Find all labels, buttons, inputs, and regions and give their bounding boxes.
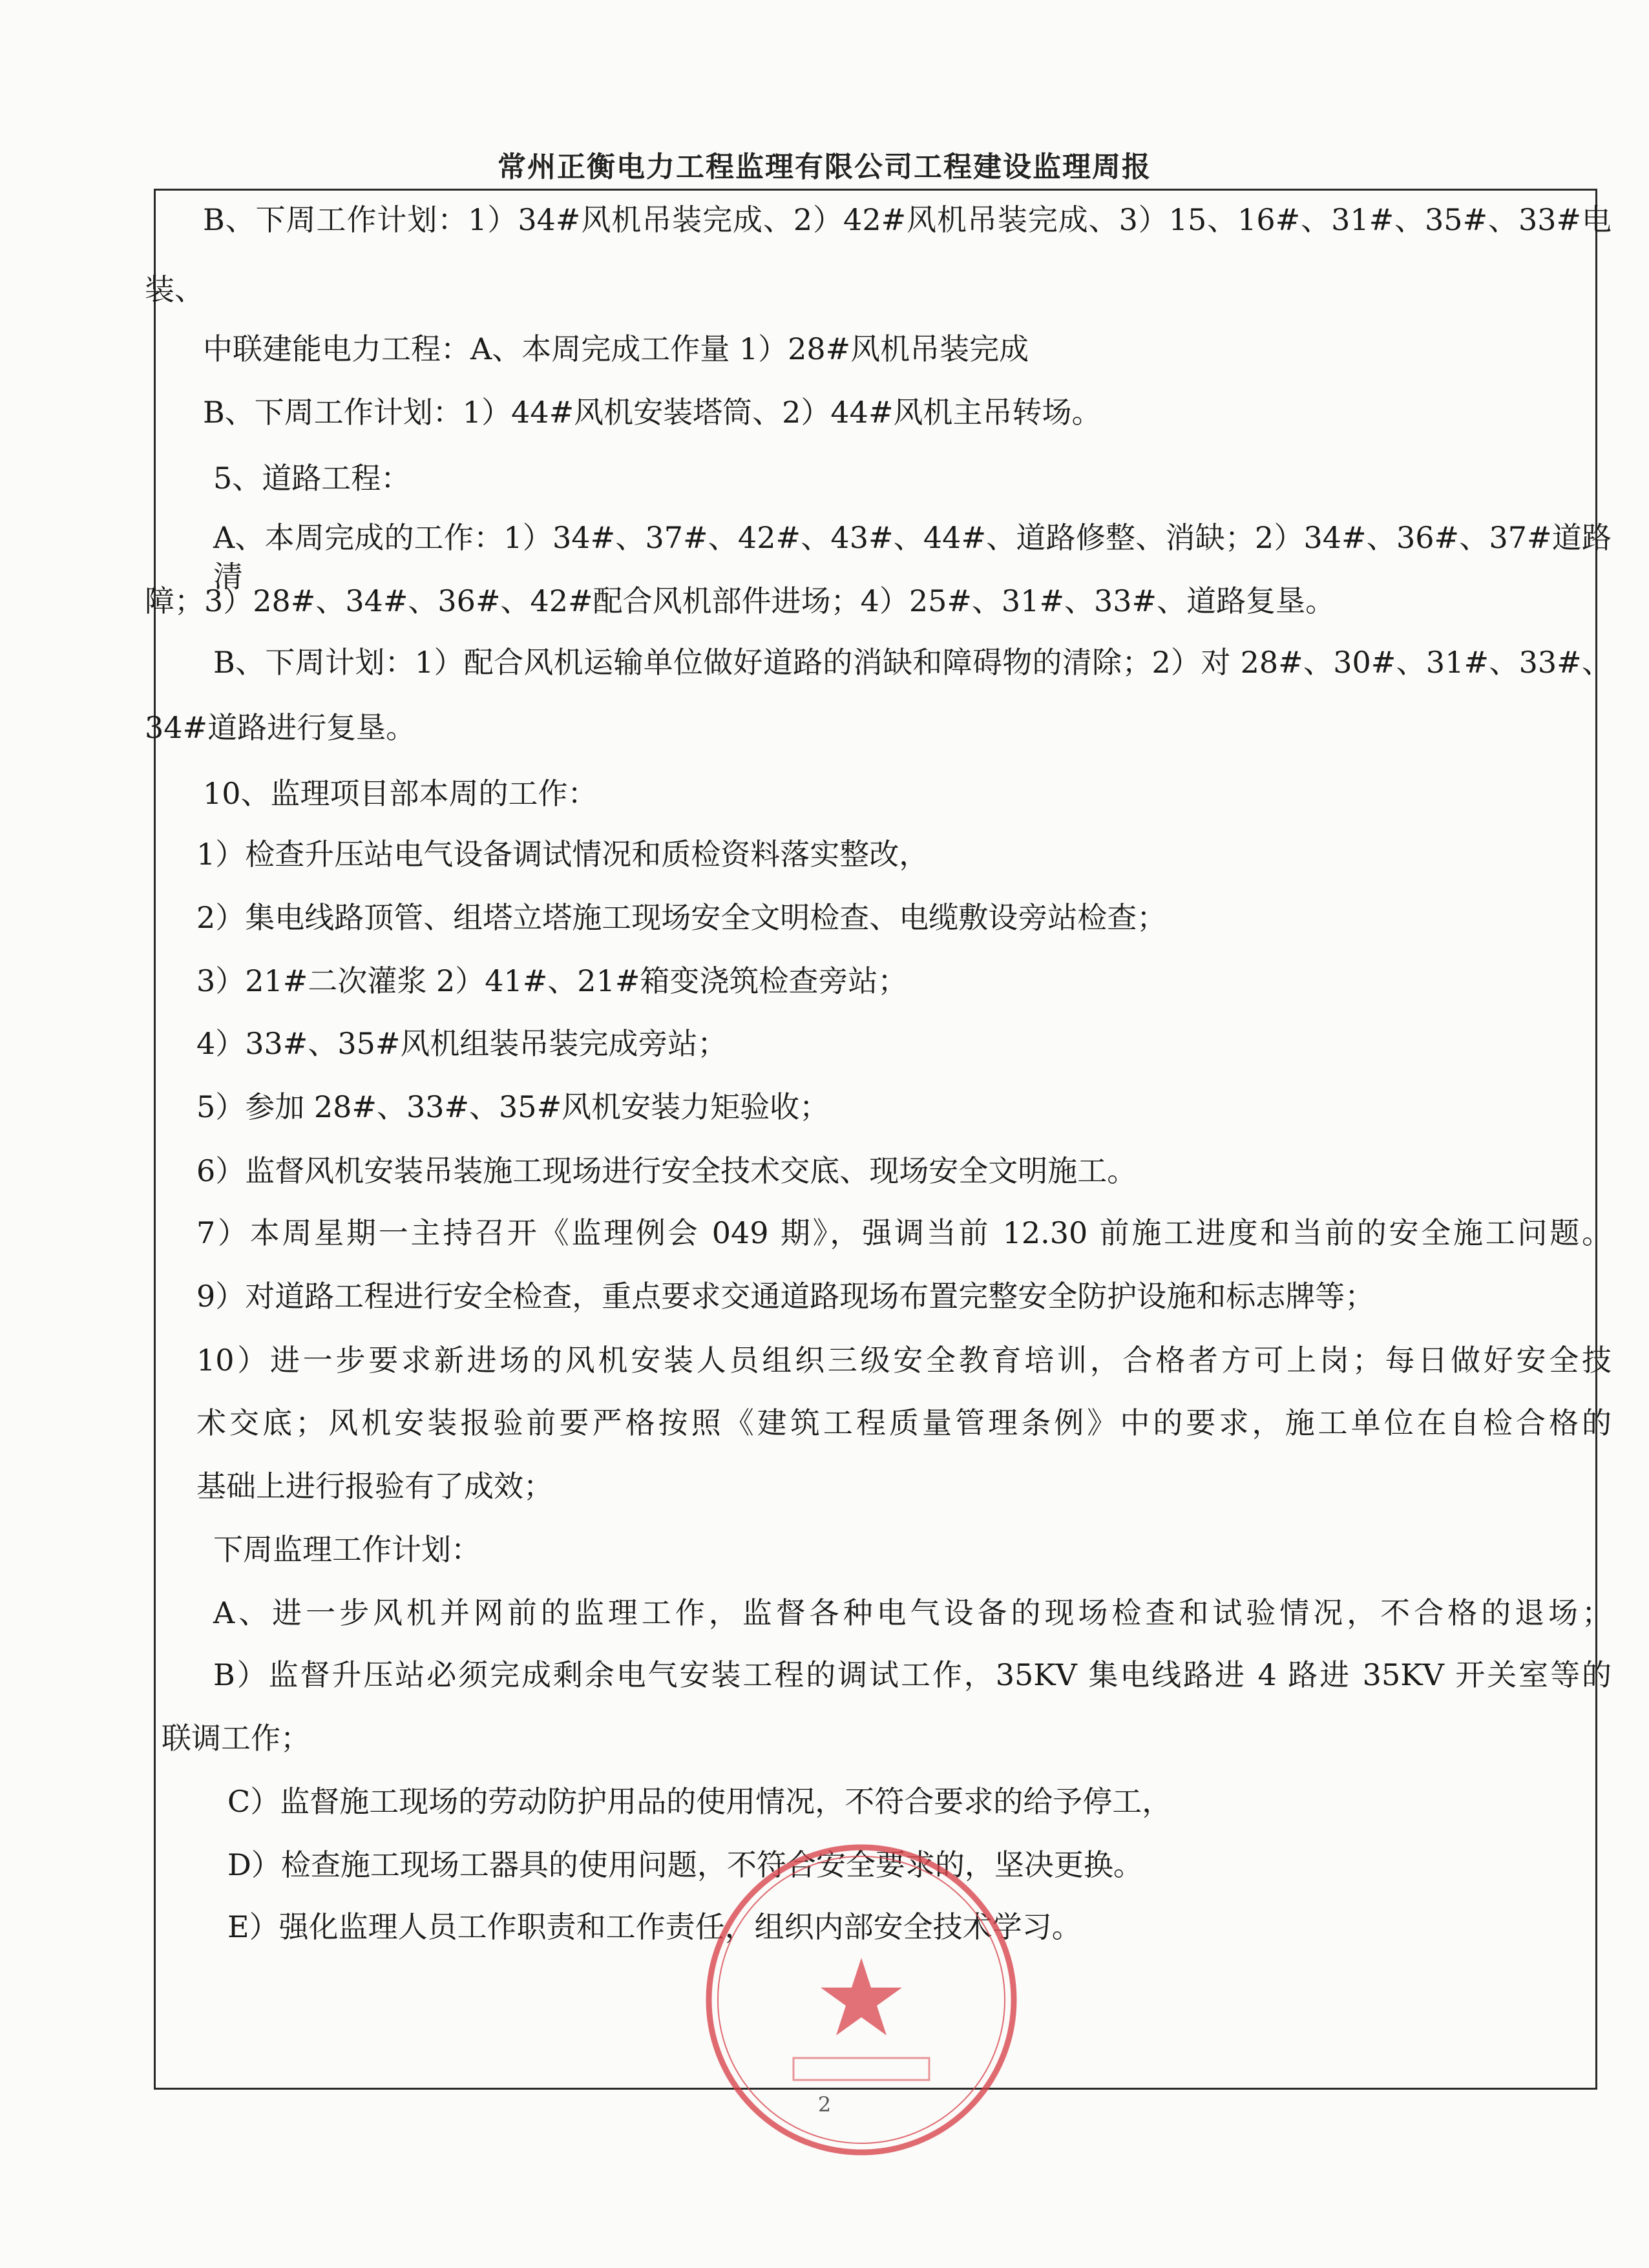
text-line: 10、监理项目部本周的工作： xyxy=(203,776,598,811)
text-line: 1）检查升压站电气设备调试情况和质检资料落实整改， xyxy=(196,837,929,872)
text-line: 5）参加 28#、33#、35#风机安装力矩验收； xyxy=(196,1089,830,1124)
page-number: 2 xyxy=(817,2092,832,2117)
text-line: A、进一步风机并网前的监理工作，监督各种电气设备的现场检查和试验情况，不合格的退场； xyxy=(213,1595,1612,1630)
text-line: 10）进一步要求新进场的风机安装人员组织三级安全教育培训，合格者方可上岗；每日做好安全技 xyxy=(196,1343,1612,1378)
text-line: B）监督升压站必须完成剩余电气安装工程的调试工作，35KV 集电线路进 4 路进 35KV 开关室等的 xyxy=(213,1657,1612,1692)
text-line: 4）33#、35#风机组装吊装完成旁站； xyxy=(196,1026,728,1061)
text-line: 5、道路工程： xyxy=(213,461,411,496)
text-line: 2）集电线路顶管、组塔立塔施工现场安全文明检查、电缆敷设旁站检查； xyxy=(196,900,1167,935)
text-line: 7）本周星期一主持召开《监理例会 049 期》，强调当前 12.30 前施工进度和当前的安全施工问题。 xyxy=(196,1215,1612,1250)
text-line: 基础上进行报验有了成效； xyxy=(196,1469,553,1504)
text-line: 3）21#二次灌浆 2）41#、21#箱变浇筑检查旁站； xyxy=(196,963,908,998)
text-line: A、本周完成的工作：1）34#、37#、42#、43#、44#、道路修整、消缺；2）34#、36#、37#道路清 xyxy=(213,520,1612,594)
text-line: 术交底；风机安装报验前要严格按照《建筑工程质量管理条例》中的要求，施工单位在自检合格的 xyxy=(196,1405,1612,1440)
text-line: E）强化监理人员工作职责和工作责任，组织内部安全技术学习。 xyxy=(227,1909,1082,1944)
text-line: 9）对道路工程进行安全检查，重点要求交通道路现场布置完整安全防护设施和标志牌等； xyxy=(196,1279,1375,1314)
text-line: 装、 xyxy=(145,272,204,307)
text-line: D）检查施工现场工器具的使用问题，不符合安全要求的，坚决更换。 xyxy=(227,1847,1143,1882)
text-line: 34#道路进行复垦。 xyxy=(145,710,416,745)
text-line: 障；3）28#、34#、36#、42#配合风机部件进场；4）25#、31#、33#、道路复垦。 xyxy=(145,583,1336,618)
text-line: 6）监督风机安装吊装施工现场进行安全技术交底、现场安全文明施工。 xyxy=(196,1153,1137,1188)
text-line: B、下周计划：1）配合风机运输单位做好道路的消缺和障碍物的清除；2）对 28#、30#、31#、33#、 xyxy=(213,645,1612,680)
text-line: 中联建能电力工程：A、本周完成工作量 1）28#风机吊装完成 xyxy=(203,331,1029,366)
text-line: B、下周工作计划：1）44#风机安装塔筒、2）44#风机主吊转场。 xyxy=(203,395,1102,430)
page-header-title: 常州正衡电力工程监理有限公司工程建设监理周报 xyxy=(498,151,1151,184)
text-line: C）监督施工现场的劳动防护用品的使用情况，不符合要求的给予停工， xyxy=(227,1784,1172,1819)
text-line: 联调工作； xyxy=(162,1721,310,1756)
text-line: 下周监理工作计划： xyxy=(213,1532,481,1567)
text-line: B、下周工作计划：1）34#风机吊装完成、2）42#风机吊装完成、3）15、16#、31#、35#、33#电 xyxy=(203,202,1612,237)
